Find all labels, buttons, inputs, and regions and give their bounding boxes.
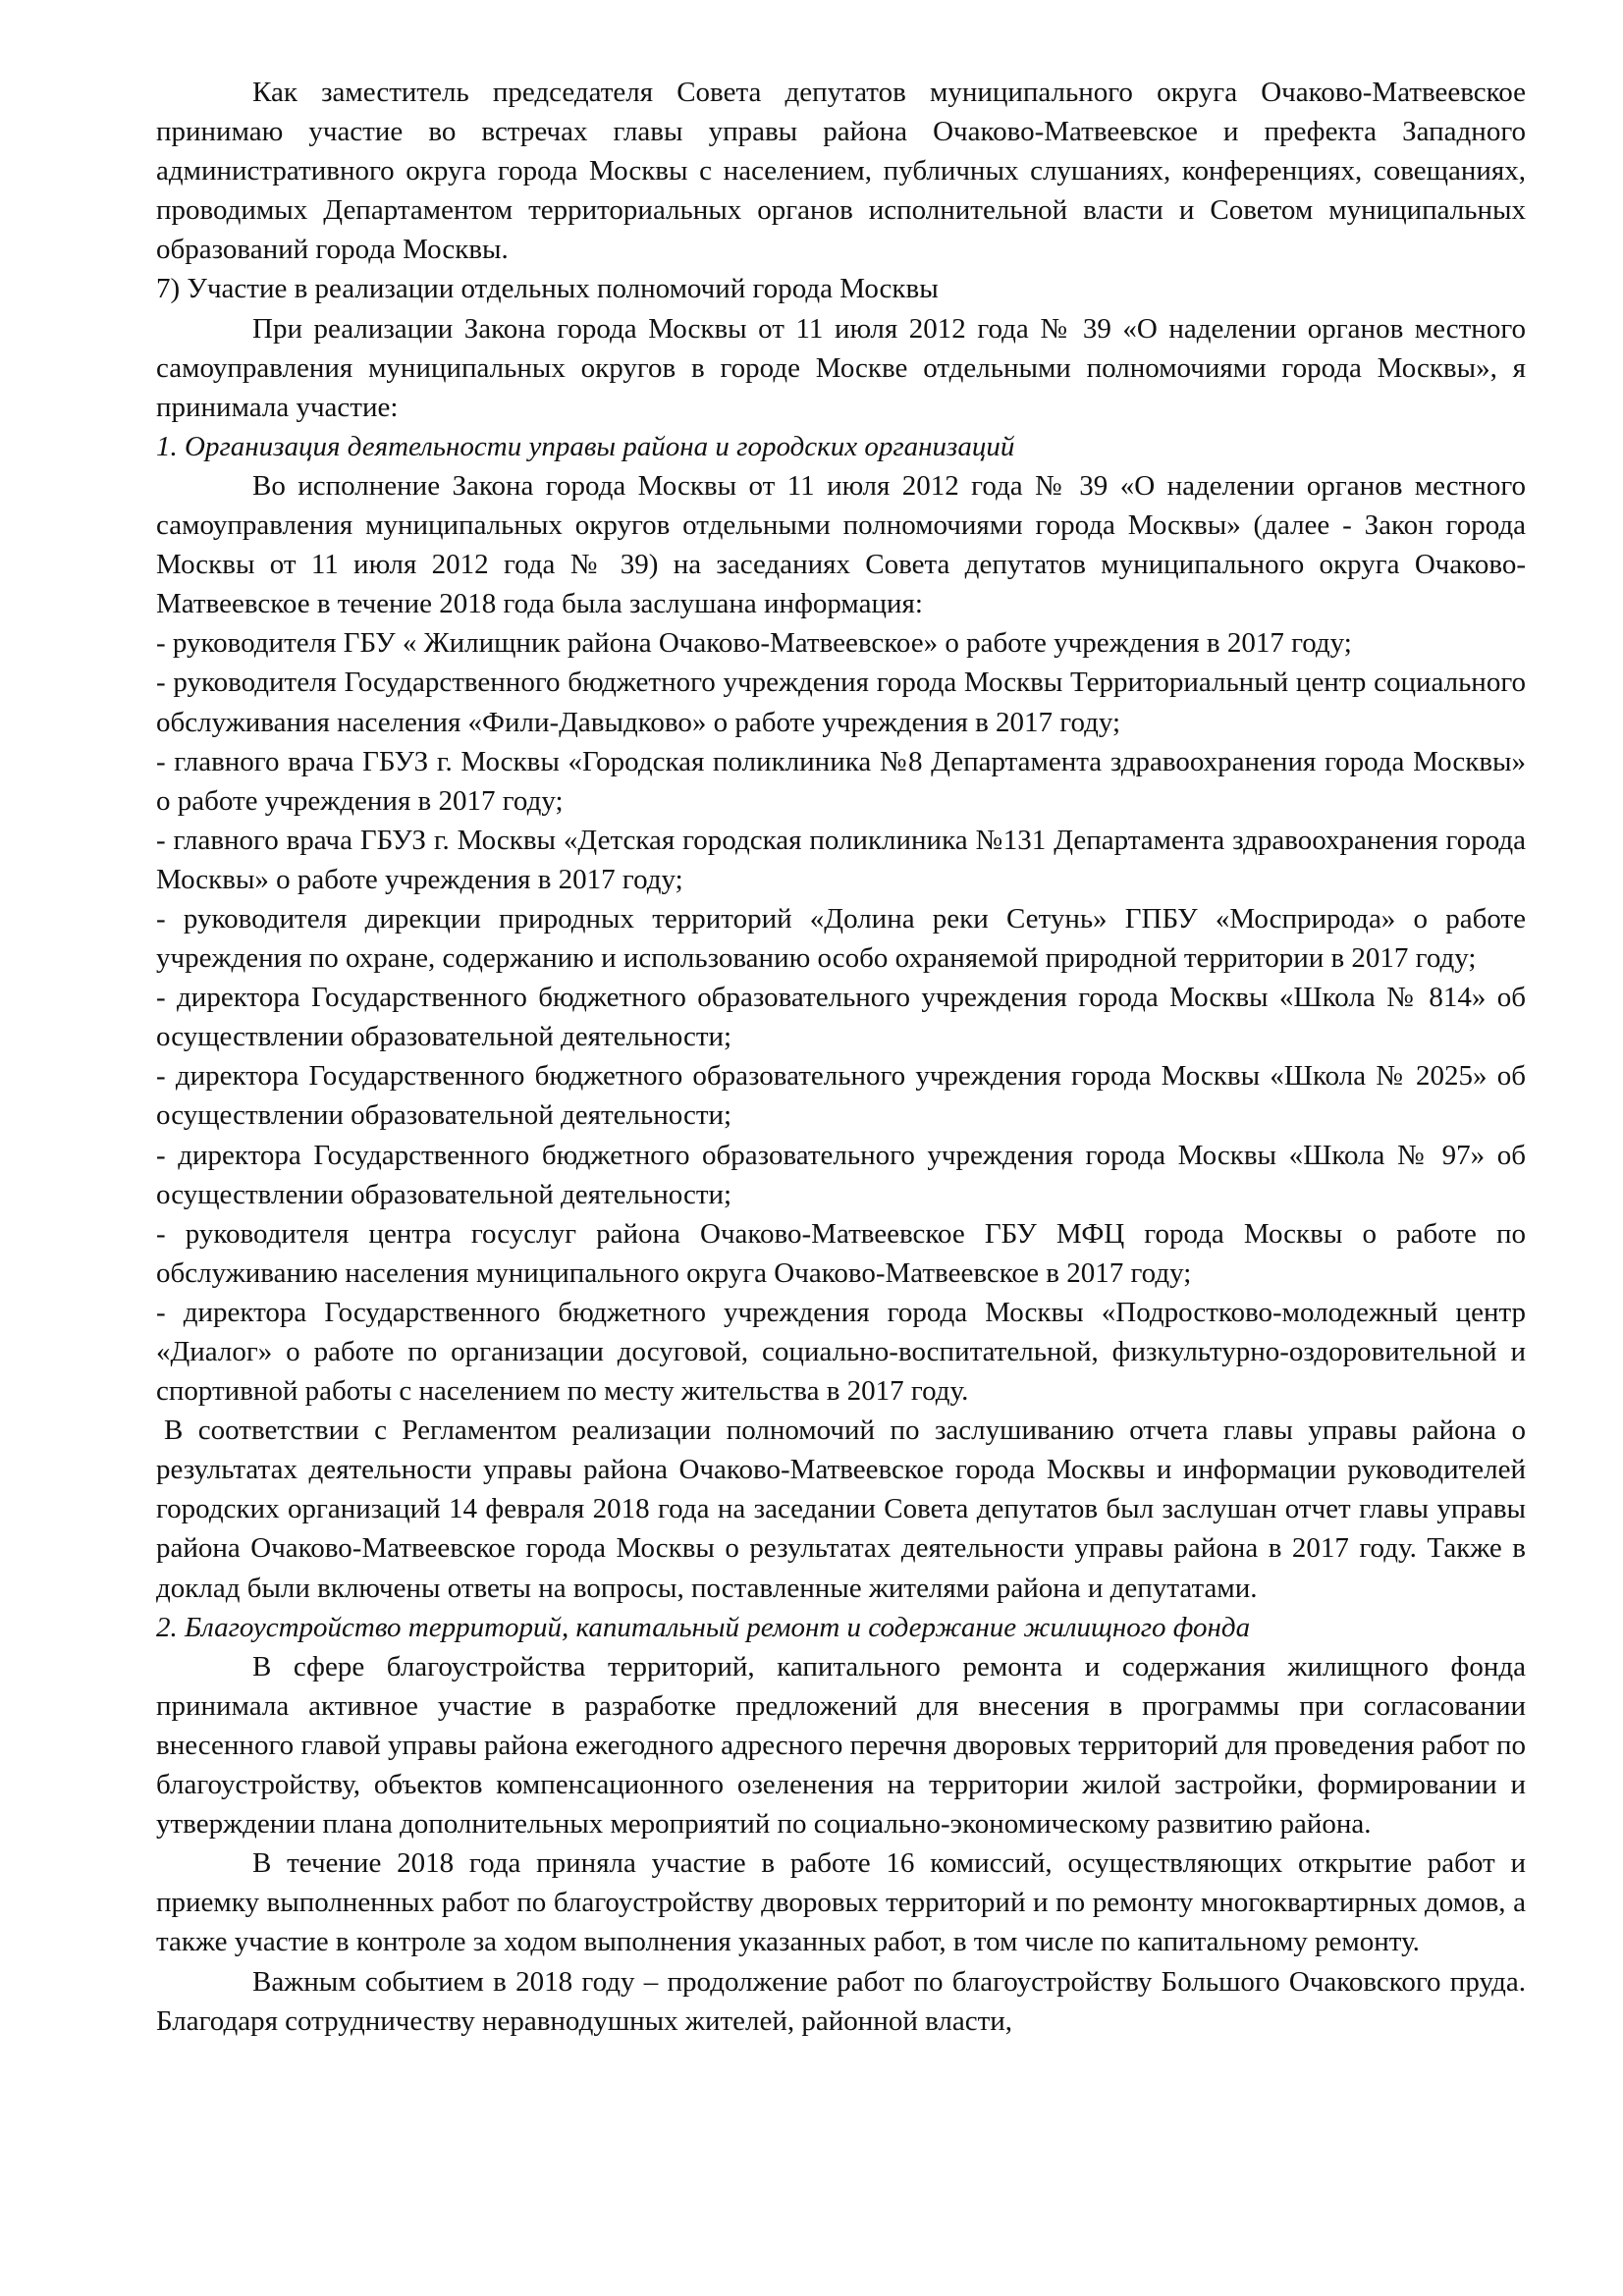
paragraph-uprava-report: В соответствии с Регламентом реализации полномочий по заслушиванию отчета главы управы района о результатах деятельности управы района Очаково-Матвеевское города Москвы и информации руководителей городских организаций 14 февраля 2018 года на заседании Совета депутатов был заслушан отчет главы управы района Очаково-Матвеевское города Москвы о результатах деятельности управы района в 2017 году. Также в доклад были включены ответы на вопросы, поставленные жителями района и депутатами. bbox=[156, 1415, 1526, 1604]
list-item-dialog-center: - директора Государственного бюджетного учреждения города Москвы «Подростково-молодежный центр «Диалог» о работе по организации досуговой, социально-воспитательной, физкультурно-оздоровительной и спортивной работы с населением по месту жительства в 2017 году. bbox=[156, 1296, 1526, 1408]
list-item-school-814: - директора Государственного бюджетного образовательного учреждения города Москвы «Школа № 814» об осуществлении образовательной деятельности; bbox=[156, 982, 1526, 1053]
subsection-1-heading: 1. Организация деятельности управы района и городских организаций bbox=[156, 430, 1015, 462]
list-item-mfc: - руководителя центра госуслуг района Очаково-Матвеевское ГБУ МФЦ города Москвы о работе по обслуживанию населения муниципального округа Очаково-Матвеевское в 2017 году; bbox=[156, 1217, 1526, 1289]
list-item-mospriroda: - руководителя дирекции природных территорий «Долина реки Сетунь» ГПБУ «Мосприрода» о работе учреждения по охране, содержанию и использованию особо охраняемой природной территории в 2017 году; bbox=[156, 902, 1526, 975]
paragraph-improvement-proposals: В сфере благоустройства территорий, капитального ремонта и содержания жилищного фонда принимала активное участие в разработке предложений для внесения в программы при согласовании внесенного главой управы района ежегодного адресного перечня дворовых территорий для проведения работ по благоустройству, объектов компенсационного озеленения на территории жилой застройки, формировании и утверждении плана дополнительных мероприятий по социально-экономическому развитию района. bbox=[156, 1650, 1526, 1841]
list-item-school-2025: - директора Государственного бюджетного образовательного учреждения города Москвы «Школа № 2025» об осуществлении образовательной деятельности; bbox=[156, 1060, 1526, 1132]
list-item-school-97: - директора Государственного бюджетного образовательного учреждения города Москвы «Школа № 97» об осуществлении образовательной деятельности; bbox=[156, 1139, 1526, 1210]
section-7-heading: 7) Участие в реализации отдельных полномочий города Москвы bbox=[156, 273, 939, 305]
paragraph-commissions: В течение 2018 года приняла участие в работе 16 комиссий, осуществляющих открытие работ и приемку выполненных работ по благоустройству дворовых территорий и по ремонту многоквартирных домов, а также участие в контроле за ходом выполнения указанных работ, в том числе по капитальному ремонту. bbox=[156, 1847, 1526, 1958]
document-page bbox=[156, 73, 1526, 2041]
paragraph-ochakovsky-pond: Важным событием в 2018 году – продолжение работ по благоустройству Большого Очаковского пруда. Благодаря сотрудничеству неравнодушных жителей, районной власти, bbox=[156, 1965, 1526, 2037]
paragraph-law-39-intro: При реализации Закона города Москвы от 11 июля 2012 года № 39 «О наделении органов местного самоуправления муниципальных округов в городе Москве отдельными полномочиями города Москвы», я принимала участие: bbox=[156, 312, 1526, 423]
list-item-social-center: - руководителя Государственного бюджетного учреждения города Москвы Территориальный центр социального обслуживания населения «Фили-Давыдково» о работе учреждения в 2017 году; bbox=[156, 667, 1526, 738]
list-item-polyclinic-8: - главного врача ГБУЗ г. Москвы «Городская поликлиника №8 Департамента здравоохранения города Москвы» о работе учреждения в 2017 году; bbox=[156, 745, 1526, 817]
paragraph-deputy-role: Как заместитель председателя Совета депутатов муниципального округа Очаково-Матвеевское принимаю участие во встречах главы управы района Очаково-Матвеевское и префекта Западного административного округа города Москвы с населением, публичных слушаниях, конференциях, совещаниях, проводимых Департаментом территориальных органов исполнительной власти и Советом муниципальных образований города Москвы. bbox=[156, 77, 1526, 266]
list-item-zhilishchnik: - руководителя ГБУ « Жилищник района Очаково-Матвеевское» о работе учреждения в 2017 году; bbox=[156, 627, 1352, 660]
subsection-2-heading: 2. Благоустройство территорий, капитальный ремонт и содержание жилищного фонда bbox=[156, 1611, 1251, 1643]
paragraph-council-sessions: Во исполнение Закона города Москвы от 11 июля 2012 года № 39 «О наделении органов местного самоуправления муниципальных округов отдельными полномочиями города Москвы» (далее - Закон города Москвы от 11 июля 2012 года № 39) на заседаниях Совета депутатов муниципального округа Очаково-Матвеевское в течение 2018 года была заслушана информация: bbox=[156, 469, 1526, 620]
list-item-childrens-polyclinic-131: - главного врача ГБУЗ г. Москвы «Детская городская поликлиника №131 Департамента здравоохранения города Москвы» о работе учреждения в 2017 году; bbox=[156, 824, 1526, 895]
